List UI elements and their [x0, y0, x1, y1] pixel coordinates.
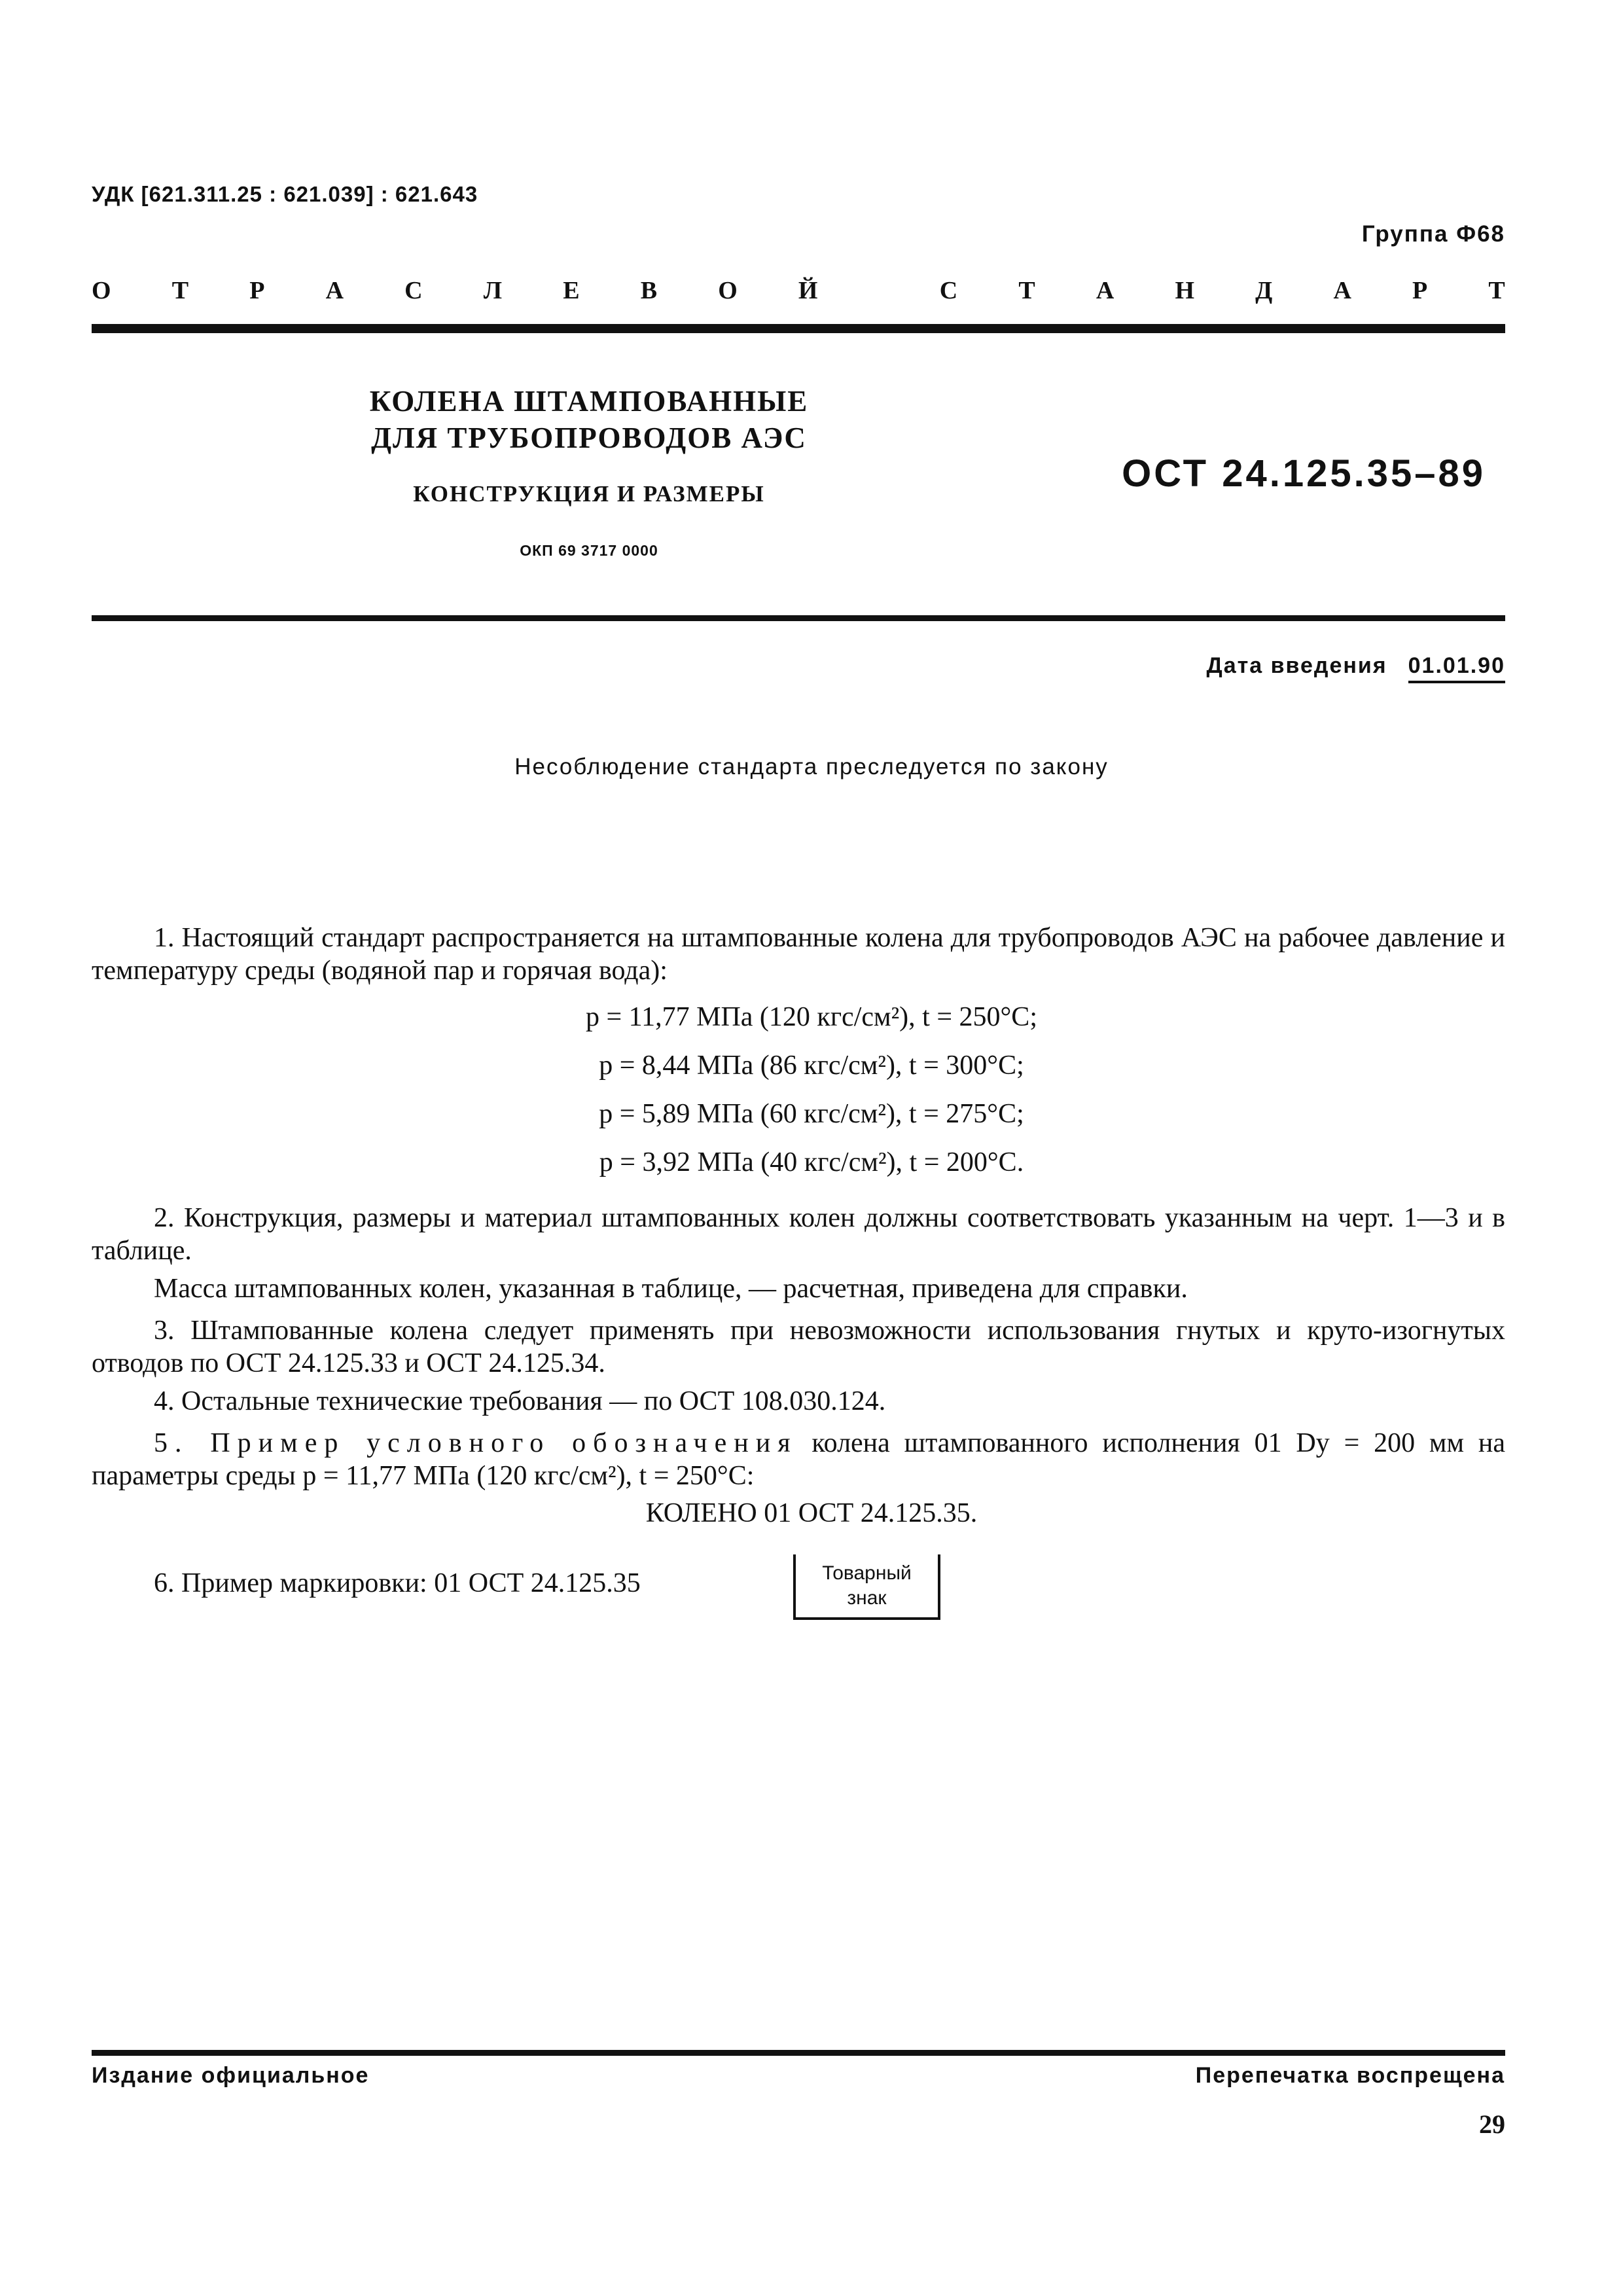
paragraph-3: 3. Штампованные колена следует применять при невозможности использования гнутых и круто-изогнутых отводов по ОСТ 24.125.33 и ОСТ 24.125.34.	[92, 1316, 1505, 1378]
banner-letter: А	[325, 277, 344, 304]
banner-letter: Й	[798, 277, 818, 304]
date-introduction	[1206, 653, 1505, 679]
footer-official-edition: Издание официальное	[92, 2063, 370, 2088]
udk-code: УДК [621.311.25 : 621.039] : 621.643	[92, 182, 478, 206]
document-subtitle: КОНСТРУКЦИЯ И РАЗМЕРЫ	[413, 481, 765, 507]
group-label: Группа Ф68	[1361, 221, 1505, 247]
banner-letter: Т	[1488, 277, 1505, 304]
paragraph-4: 4. Остальные технические требования — по ОСТ 108.030.124.	[154, 1386, 886, 1416]
trademark-box	[793, 1554, 940, 1620]
standard-code: ОСТ 24.125.35–89	[1122, 452, 1486, 495]
paragraph-1: 1. Настоящий стандарт распространяется на штампованные колена для трубопроводов АЭС на рабочее давление и температуру среды (водяной пар и горячая вода):	[92, 923, 1505, 986]
banner-letter: О	[718, 277, 738, 304]
page-number: 29	[1479, 2109, 1505, 2139]
banner-letter: Л	[483, 277, 503, 304]
banner-letter: С	[939, 277, 958, 304]
trademark-text: Товарный	[822, 1562, 912, 1584]
paragraph-6: 6. Пример маркировки: 01 ОСТ 24.125.35	[154, 1568, 641, 1598]
formula-line: p = 3,92 МПа (40 кгс/см²), t = 200°C.	[599, 1147, 1024, 1177]
top-rule	[92, 324, 1505, 333]
footer-rule	[92, 2050, 1505, 2056]
banner-letter: Т	[1018, 277, 1035, 304]
banner-letter: В	[640, 277, 658, 304]
section-rule	[92, 615, 1505, 621]
document-title	[268, 383, 910, 456]
banner-letter: Д	[1255, 277, 1273, 304]
paragraph-5-text: колена штампованного исполнения 01 Dу = 200 мм на параметры среды p = 11,77 МПа (120 кгс/см²), t = 250°C:	[92, 1428, 1505, 1491]
designation-example: КОЛЕНО 01 ОСТ 24.125.35.	[645, 1498, 978, 1528]
banner-letter: С	[404, 277, 423, 304]
spaced-caption: 5. Пример условного обозначения	[154, 1428, 798, 1458]
banner-letter: Н	[1175, 277, 1195, 304]
title-line: КОЛЕНА ШТАМПОВАННЫЕ	[369, 385, 809, 418]
paragraph-5	[92, 1427, 1505, 1492]
formula-line: p = 8,44 МПа (86 кгс/см²), t = 300°C;	[599, 1050, 1024, 1081]
banner-letter: А	[1096, 277, 1115, 304]
okp-code: ОКП 69 3717 0000	[520, 542, 658, 559]
standard-banner	[92, 276, 1505, 305]
paragraph-2-mass: Масса штампованных колен, указанная в таблице, — расчетная, приведена для справки.	[154, 1274, 1188, 1304]
trademark-text: знак	[847, 1587, 887, 1609]
title-line: ДЛЯ ТРУБОПРОВОДОВ АЭС	[371, 422, 807, 454]
banner-letter: О	[92, 277, 111, 304]
banner-letter: Р	[249, 277, 265, 304]
banner-letter: А	[1333, 277, 1351, 304]
formula-line: p = 11,77 МПа (120 кгс/см²), t = 250°C;	[585, 1002, 1037, 1032]
date-value: 01.01.90	[1408, 653, 1505, 683]
banner-letter: Е	[563, 277, 580, 304]
paragraph-2: 2. Конструкция, размеры и материал штампованных колен должны соответствовать указанным на черт. 1—3 и в таблице.	[92, 1203, 1505, 1266]
formula-line: p = 5,89 МПа (60 кгс/см²), t = 275°C;	[599, 1099, 1024, 1129]
banner-letter: Р	[1412, 277, 1428, 304]
law-notice: Несоблюдение стандарта преследуется по закону	[514, 754, 1109, 780]
footer-reprint-notice: Перепечатка воспрещена	[1195, 2063, 1505, 2088]
date-label: Дата введения	[1206, 653, 1387, 678]
banner-letter: Т	[171, 277, 189, 304]
